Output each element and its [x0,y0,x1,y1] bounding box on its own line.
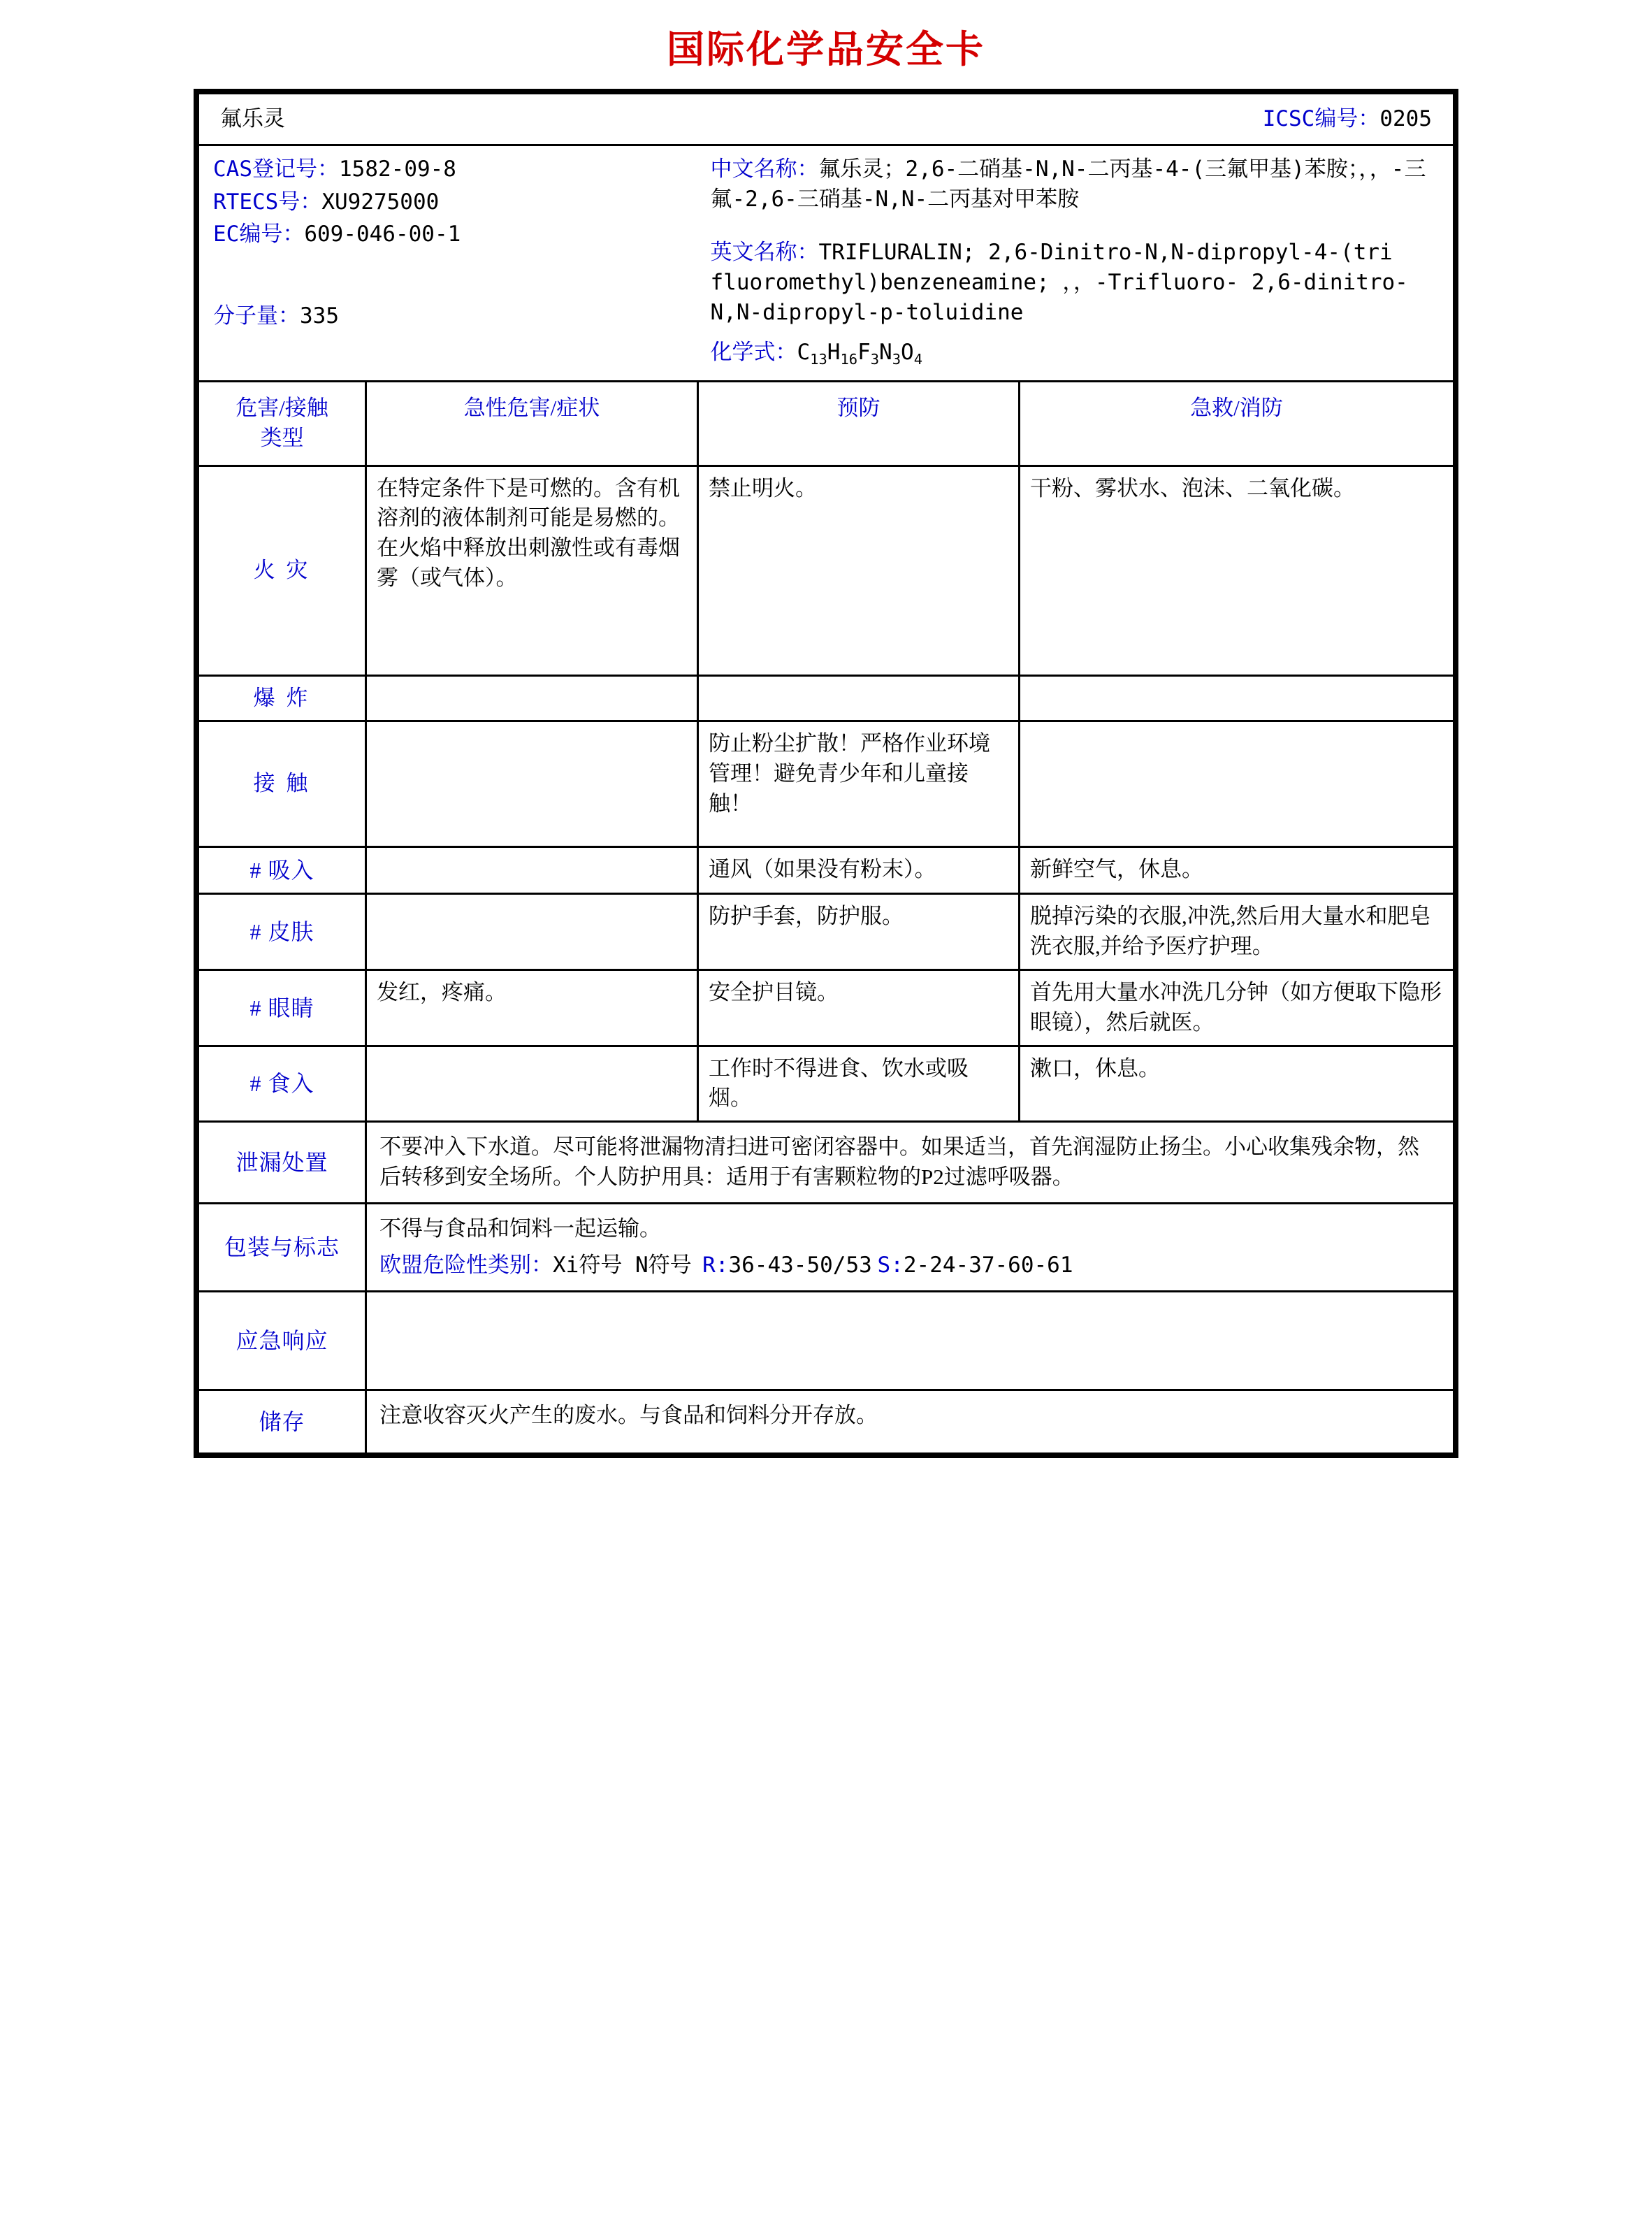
storage-row [198,1390,1454,1454]
eu-classification-line [379,1250,1440,1281]
header-row [198,94,1454,145]
row-prevention-eyes: 安全护目镜。 [698,969,1020,1046]
row-firstaid-eyes: 首先用大量水冲洗几分钟（如方便取下隐形眼镜），然后就医。 [1020,969,1454,1046]
spill-row [198,1122,1454,1204]
row-acute-explosion [366,675,698,721]
table-row [198,721,1454,847]
packaging-content [366,1203,1454,1292]
rtecs-value: XU9275000 [321,189,440,215]
eu-symbols: Xi符号 N符号 [553,1253,692,1278]
mw-line [213,301,688,331]
row-prevention-explosion [698,675,1020,721]
row-prevention-fire: 禁止明火。 [698,466,1020,675]
row-category-fire: 火 灾 [198,466,366,675]
row-category-inhalation: # 吸入 [198,847,366,894]
col-header-category-l2: 类型 [260,425,304,450]
row-firstaid-inhalation: 新鲜空气，休息。 [1020,847,1454,894]
mw-value: 335 [300,303,339,329]
substance-name: 氟乐灵 [198,94,698,145]
row-category-eyes: # 眼睛 [198,969,366,1046]
row-acute-inhalation [366,847,698,894]
rtecs-line [213,187,688,217]
eu-label: 欧盟危险性类别： [379,1253,553,1278]
row-prevention-inhalation: 通风（如果没有粉末）。 [698,847,1020,894]
row-firstaid-ingestion: 漱口，休息。 [1020,1046,1454,1122]
en-name-line [711,238,1441,327]
column-header-row [198,382,1454,466]
packaging-row [198,1203,1454,1292]
table-row [198,1046,1454,1122]
ec-line [213,219,688,250]
row-acute-skin [366,894,698,970]
col-header-category-l1: 危害/接触 [236,396,328,420]
page-title: 国际化学品安全卡 [667,27,985,71]
cas-label: CAS登记号： [213,156,339,182]
storage-text: 注意收容灭火产生的废水。与食品和饲料分开存放。 [366,1390,1454,1454]
eu-s-label: S: [877,1253,904,1278]
formula-value: $C_{13}H_{16}F_3N_3O_4$ [797,339,923,368]
ec-value: 609-046-00-1 [304,222,461,247]
row-category-ingestion: # 食入 [198,1046,366,1122]
eu-s-value: 2-24-37-60-61 [903,1253,1073,1278]
row-acute-fire: 在特定条件下是可燃的。含有机溶剂的液体制剂可能是易燃的。在火焰中释放出刺激性或有毒烟雾（或气体）。 [366,466,698,675]
emergency-label: 应急响应 [198,1292,366,1390]
cn-name-label: 中文名称： [710,156,819,181]
cn-name-value: 氟乐灵；2,6-二硝基-N,N-二丙基-4-(三氟甲基)苯胺；，，-三氟-2,6-三硝基-N,N-二丙基对甲苯胺 [710,156,1426,212]
table-row [198,894,1454,970]
en-name-value: TRIFLURALIN; 2,6-Dinitro-N,N-dipropyl-4-(tri fluoromethyl)benzeneamine; ，，-Trifluoro- 2,6-dinitro-N,N-dipropyl-p-toluidine [710,240,1408,325]
row-acute-eyes: 发红，疼痛。 [366,969,698,1046]
row-firstaid-explosion [1020,675,1454,721]
en-name-label: 英文名称： [710,240,819,265]
card-border [194,89,1458,1458]
packaging-text: 不得与食品和饲料一起运输。 [379,1216,661,1241]
spill-label: 泄漏处置 [198,1122,366,1204]
rtecs-label: RTECS号： [213,189,322,215]
cas-line [213,154,688,185]
row-acute-exposure [366,721,698,847]
row-category-explosion: 爆 炸 [198,675,366,721]
identity-row [198,145,1454,381]
row-firstaid-skin: 脱掉污染的衣服,冲洗,然后用大量水和肥皂洗衣服,并给予医疗护理。 [1020,894,1454,970]
col-header-category [198,382,366,466]
icsc-label: ICSC编号： [1262,106,1380,131]
identity-left [198,145,698,381]
icsc-table [197,92,1455,1455]
emergency-row [198,1292,1454,1390]
identity-right [698,145,1454,381]
col-header-prevention: 预防 [698,382,1020,466]
formula-label: 化学式： [710,339,797,364]
spill-text: 不要冲入下水道。尽可能将泄漏物清扫进可密闭容器中。如果适当，首先润湿防止扬尘。小心收集残余物，然后转移到安全场所。个人防护用具：适用于有害颗粒物的P2过滤呼吸器。 [366,1122,1454,1204]
col-header-firstaid: 急救/消防 [1020,382,1454,466]
eu-r-label: R: [702,1253,729,1278]
eu-r-value: 36-43-50/53 [728,1253,872,1278]
row-prevention-skin: 防护手套，防护服。 [698,894,1020,970]
table-row [198,969,1454,1046]
emergency-text [366,1292,1454,1390]
row-firstaid-exposure [1020,721,1454,847]
formula-line [711,338,1441,369]
icsc-value: 0205 [1379,106,1432,131]
storage-label: 储存 [198,1390,366,1454]
ec-label: EC编号： [213,222,305,247]
cn-name-line [711,154,1441,215]
row-firstaid-fire: 干粉、雾状水、泡沫、二氧化碳。 [1020,466,1454,675]
table-row [198,466,1454,675]
row-category-exposure: 接 触 [198,721,366,847]
icsc-number-cell [698,94,1454,145]
row-acute-ingestion [366,1046,698,1122]
row-prevention-exposure: 防止粉尘扩散！严格作业环境管理！避免青少年和儿童接触！ [698,721,1020,847]
table-row [198,675,1454,721]
cas-value: 1582-09-8 [339,156,456,182]
row-category-skin: # 皮肤 [198,894,366,970]
packaging-label: 包装与标志 [198,1203,366,1292]
mw-label: 分子量： [213,303,300,329]
identity-gap [711,217,1441,235]
col-header-acute: 急性危害/症状 [366,382,698,466]
row-prevention-ingestion: 工作时不得进食、饮水或吸烟。 [698,1046,1020,1122]
table-row [198,847,1454,894]
